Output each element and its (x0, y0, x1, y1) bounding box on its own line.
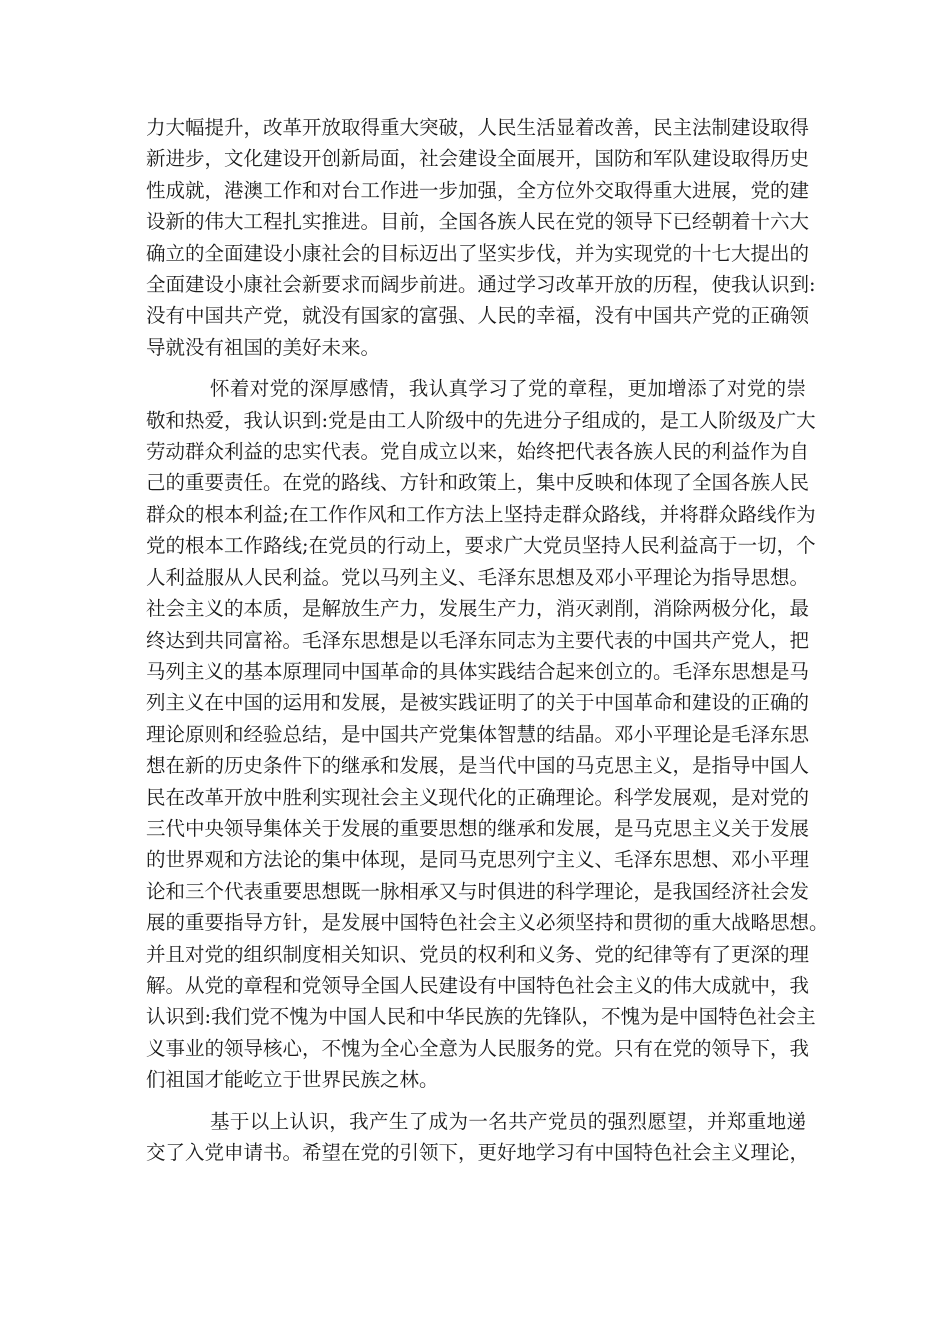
text-line: 终达到共同富裕。毛泽东思想是以毛泽东同志为主要代表的中国共产党人，把 (146, 628, 810, 652)
text-line: 三代中央领导集体关于发展的重要思想的继承和发展，是马克思主义关于发展 (146, 816, 810, 840)
text-line: 没有中国共产党，就没有国家的富强、人民的幸福，没有中国共产党的正确领 (146, 304, 810, 328)
text-line: 确立的全面建设小康社会的目标迈出了坚实步伐，并为实现党的十七大提出的 (146, 241, 810, 265)
text-line: 己的重要责任。在党的路线、方针和政策上，集中反映和体现了全国各族人民 (146, 471, 810, 495)
text-line: 全面建设小康社会新要求而阔步前进。通过学习改革开放的历程，使我认识到: (146, 273, 816, 297)
text-line: 人利益服从人民利益。党以马列主义、毛泽东思想及邓小平理论为指导思想。 (146, 565, 810, 589)
text-line: 理论原则和经验总结，是中国共产党集体智慧的结晶。邓小平理论是毛泽东思 (146, 722, 810, 746)
text-line: 交了入党申请书。希望在党的引领下，更好地学习有中国特色社会主义理论， (146, 1141, 810, 1164)
text-line: 马列主义的基本原理同中国革命的具体实践结合起来创立的。毛泽东思想是马 (146, 659, 810, 683)
paragraph-1 (146, 112, 816, 363)
text-line: 新进步，文化建设开创新局面，社会建设全面展开，国防和军队建设取得历史 (146, 147, 810, 171)
text-line: 党的根本工作路线;在党员的行动上，要求广大党员坚持人民利益高于一切，个 (146, 534, 816, 558)
text-line: 群众的根本利益;在工作作风和工作方法上坚持走群众路线，并将群众路线作为 (146, 502, 816, 526)
text-line: 们祖国才能屹立于世界民族之林。 (146, 1068, 439, 1092)
text-line: 解。从党的章程和党领导全国人民建设有中国特色社会主义的伟大成就中，我 (146, 973, 810, 997)
text-line: 的世界观和方法论的集中体现，是同马克思列宁主义、毛泽东思想、邓小平理 (146, 848, 810, 872)
text-line: 认识到:我们党不愧为中国人民和中华民族的先锋队，不愧为是中国特色社会主 (146, 1005, 816, 1029)
text-line: 社会主义的本质，是解放生产力，发展生产力，消灭剥削，消除两极分化，最 (146, 597, 810, 621)
text-line: 基于以上认识，我产生了成为一名共产党员的强烈愿望，并郑重地递 (210, 1109, 806, 1133)
text-line: 导就没有祖国的美好未来。 (146, 335, 381, 359)
paragraph-2 (146, 373, 829, 1095)
text-line: 敬和热爱，我认识到:党是由工人阶级中的先进分子组成的，是工人阶级及广大 (146, 408, 816, 432)
text-line: 设新的伟大工程扎实推进。目前，全国各族人民在党的领导下已经朝着十六大 (146, 210, 810, 234)
paragraph-3 (146, 1106, 810, 1169)
text-line: 性成就，港澳工作和对台工作进一步加强，全方位外交取得重大进展，党的建 (146, 178, 810, 202)
text-line: 怀着对党的深厚感情，我认真学习了党的章程，更加增添了对党的崇 (210, 377, 806, 401)
text-line: 展的重要指导方针，是发展中国特色社会主义必须坚持和贯彻的重大战略思想。 (146, 911, 829, 935)
text-line: 义事业的领导核心，不愧为全心全意为人民服务的党。只有在党的领导下，我 (146, 1036, 810, 1060)
text-line: 力大幅提升，改革开放取得重大突破，人民生活显着改善，民主法制建设取得 (146, 116, 810, 139)
text-line: 民在改革开放中胜利实现社会主义现代化的正确理论。科学发展观，是对党的 (146, 785, 810, 809)
text-line: 论和三个代表重要思想既一脉相承又与时俱进的科学理论，是我国经济社会发 (146, 879, 810, 903)
text-line: 劳动群众利益的忠实代表。党自成立以来，始终把代表各族人民的利益作为自 (146, 440, 810, 464)
text-line: 并且对党的组织制度相关知识、党员的权利和义务、党的纪律等有了更深的理 (146, 942, 810, 966)
document-body (146, 112, 829, 1178)
text-line: 列主义在中国的运用和发展，是被实践证明了的关于中国革命和建设的正确的 (146, 691, 810, 715)
text-line: 想在新的历史条件下的继承和发展，是当代中国的马克思主义，是指导中国人 (146, 754, 810, 778)
